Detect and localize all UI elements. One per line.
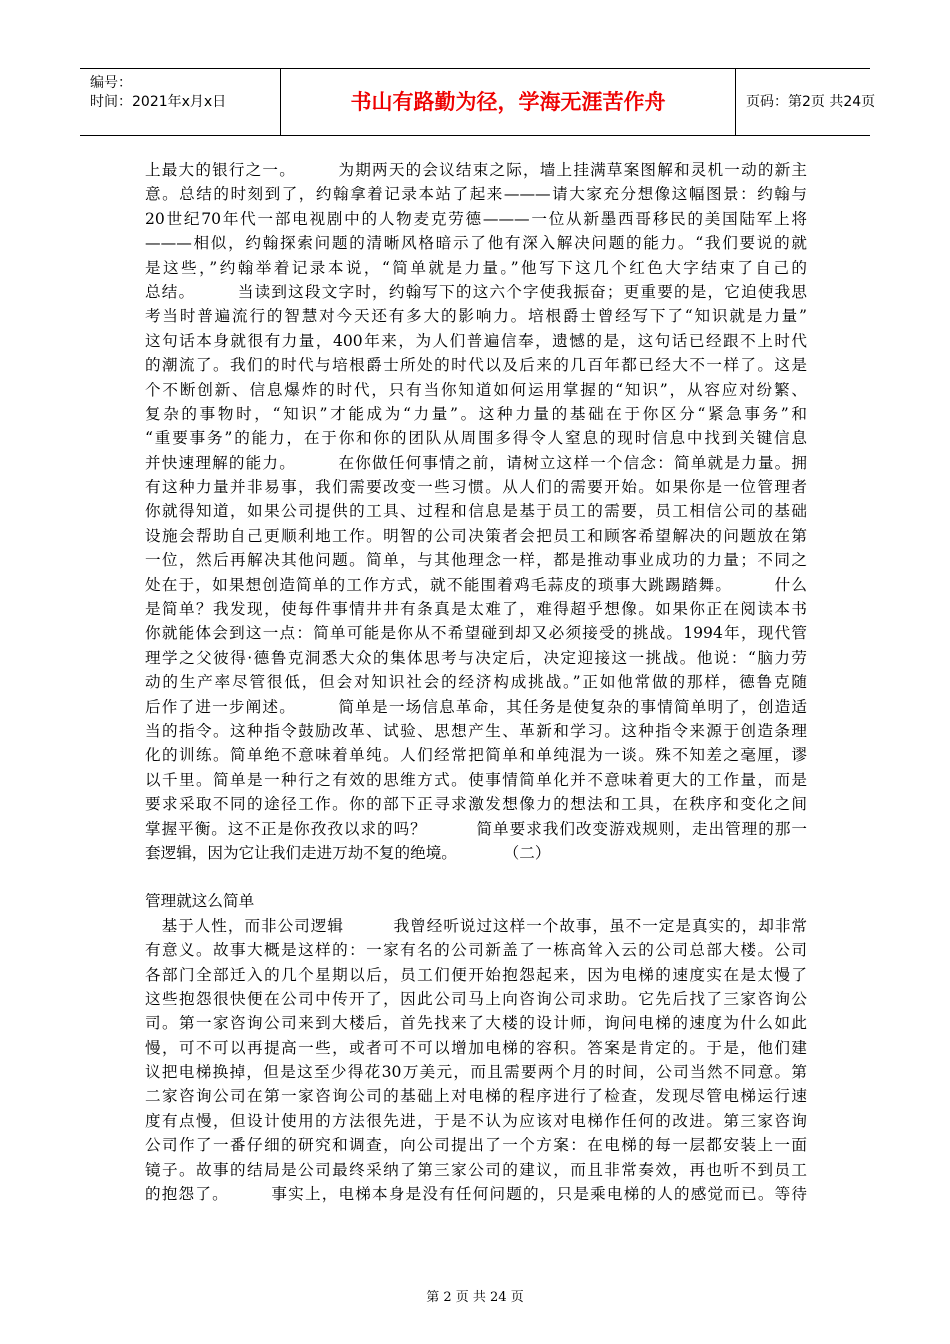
- text-line: 镜子。故事的结局是公司最终采纳了第三家公司的建议，而且非常奏效，再也听不到员工: [145, 1160, 807, 1179]
- text-line: 掌握平衡。这不正是你孜孜以求的吗？ 简单要求我们改变游戏规则，走出管理的那一: [145, 819, 807, 838]
- text-line: 个不断创新、信息爆炸的时代，只有当你知道如何运用掌握的“知识”，从容应对纷繁、: [145, 380, 807, 399]
- text-line: 二家咨询公司在第一家咨询公司的基础上对电梯的程序进行了检查，发现尽管电梯运行速: [145, 1087, 807, 1106]
- header-page-info: 页码：第2页 共24页: [746, 94, 876, 110]
- text-line: 上最大的银行之一。 为期两天的会议结束之际，墙上挂满草案图解和灵机一动的新主: [145, 161, 807, 179]
- text-line: 理学之父彼得·德鲁克洞悉大众的集体思考与决定后，决定迎接这一挑战。他说：“脑力劳: [145, 648, 807, 667]
- text-line: 慢，可不可以再提高一些，或者可不可以增加电梯的容积。答案是肯定的。于是，他们建: [145, 1038, 807, 1057]
- text-line: 你就得知道，如果公司提供的工具、过程和信息是基于员工的需要，员工相信公司的基础: [145, 502, 807, 521]
- text-line: 是简单？我发现，使每件事情井井有条真是太难了，难得超乎想像。如果你正在阅读本书: [145, 600, 807, 619]
- text-line: 处在于，如果想创造简单的工作方式，就不能围着鸡毛蒜皮的琐事大跳踢踏舞。 什么: [145, 575, 807, 594]
- paragraph-2: [145, 914, 807, 1207]
- text-line: 当的指令。这种指令鼓励改革、试验、思想产生、革新和学习。这种指令来源于创造条理: [145, 721, 807, 740]
- page-footer: 第 2 页 共 24 页: [426, 1290, 524, 1305]
- text-line: 意。总结的时刻到了，约翰拿着记录本站了起来———请大家充分想像这幅图景：约翰与: [145, 185, 807, 204]
- section-gap: [145, 865, 807, 889]
- text-line: 化的训练。简单绝不意味着单纯。人们经常把简单和单纯混为一谈。殊不知差之毫厘，谬: [145, 746, 807, 765]
- text-line: 的抱怨了。 事实上，电梯本身是没有任何问题的，只是乘电梯的人的感觉而已。等待: [145, 1185, 807, 1204]
- text-line: 各部门全部迁入的几个星期以后，员工们便开始抱怨起来，因为电梯的速度实在是太慢了: [145, 965, 807, 984]
- text-line: 基于人性，而非公司逻辑 我曾经听说过这样一个故事，虽不一定是真实的，却非常: [145, 916, 807, 935]
- text-line: 总结。 当读到这段文字时，约翰写下的这六个字使我振奋；更重要的是，它迫使我思: [145, 282, 807, 301]
- text-line: 司。第一家咨询公司来到大楼后，首先找来了大楼的设计师，询问电梯的速度为什么如此: [145, 1014, 807, 1033]
- text-line: 套逻辑，因为它让我们走进万劫不复的绝境。 （二）: [145, 843, 551, 862]
- text-line: 你就能体会到这一点：简单可能是你从不希望碰到却又必须接受的挑战。1994年，现代管: [145, 624, 807, 643]
- text-line: 的潮流了。我们的时代与培根爵士所处的时代以及后来的几百年都已经大不一样了。这是: [145, 356, 807, 375]
- text-line: 复杂的事物时，“知识”才能成为“力量”。这种力量的基础在于你区分“紧急事务”和: [145, 404, 807, 423]
- page-header: [80, 68, 876, 136]
- text-line: “重要事务”的能力，在于你和你的团队从周围多得令人窒息的现时信息中找到关键信息: [145, 429, 807, 448]
- text-line: 动的生产率尽管很低，但会对知识社会的经济构成挑战。”正如他常做的那样，德鲁克随: [145, 673, 807, 692]
- text-line: 议把电梯换掉，但是这至少得花30万美元，而且需要两个月的时间，公司当然不同意。第: [145, 1063, 807, 1082]
- text-line: 20世纪70年代一部电视剧中的人物麦克劳德———一位从新墨西哥移民的美国陆军上将: [145, 209, 807, 228]
- text-line: 有这种力量并非易事，我们需要改变一些习惯。从人们的需要开始。如果你是一位管理者: [145, 478, 807, 497]
- text-line: 设施会帮助自己更顺利地工作。明智的公司决策者会把员工和顾客希望解决的问题放在第: [145, 526, 807, 545]
- text-line: 公司作了一番仔细的研究和调查，向公司提出了一个方案：在电梯的每一层都安装上一面: [145, 1136, 807, 1155]
- text-line: 这些抱怨很快便在公司中传开了，因此公司马上向咨询公司求助。它先后找了三家咨询公: [145, 989, 807, 1008]
- header-left-cell: [80, 69, 280, 135]
- text-line: 要求采取不同的途径工作。你的部下正寻求激发想像力的想法和工具，在秩序和变化之间: [145, 795, 807, 814]
- document-body: [145, 158, 807, 1206]
- document-number-label: 编号：: [90, 75, 132, 91]
- text-line: 这句话本身就很有力量，400年来，为人们普遍信奉，遗憾的是，这句话已经跟不上时代: [145, 331, 807, 350]
- text-line: 后作了进一步阐述。 简单是一场信息革命，其任务是使复杂的事情简单明了，创造适: [145, 697, 807, 716]
- text-line: 并快速理解的能力。 在你做任何事情之前，请树立这样一个信念：简单就是力量。拥: [145, 453, 807, 472]
- paragraph-1: [145, 158, 807, 865]
- header-motto: 书山有路勤为径，学海无涯苦作舟: [280, 69, 736, 135]
- document-date: 时间：2021年x月x日: [90, 94, 227, 110]
- text-line: 度有点慢，但设计使用的方法很先进，于是不认为应该对电梯作任何的改进。第三家咨询: [145, 1111, 807, 1130]
- text-line: 是这些，”约翰举着记录本说，“简单就是力量。”他写下这几个红色大字结束了自己的: [145, 258, 807, 277]
- text-line: 有意义。故事大概是这样的：一家有名的公司新盖了一栋高耸入云的公司总部大楼。公司: [145, 941, 807, 960]
- text-line: 一位，然后再解决其他问题。简单，与其他理念一样，都是推动事业成功的力量；不同之: [145, 551, 807, 570]
- text-line: ———相似，约翰探索问题的清晰风格暗示了他有深入解决问题的能力。“我们要说的就: [145, 234, 807, 253]
- text-line: 考当时普遍流行的智慧对今天还有多大的影响力。培根爵士曾经写下了“知识就是力量”: [145, 307, 807, 326]
- section-title: 管理就这么简单: [145, 892, 255, 911]
- text-line: 以千里。简单是一种行之有效的思维方式。使事情简单化并不意味着更大的工作量，而是: [145, 770, 807, 789]
